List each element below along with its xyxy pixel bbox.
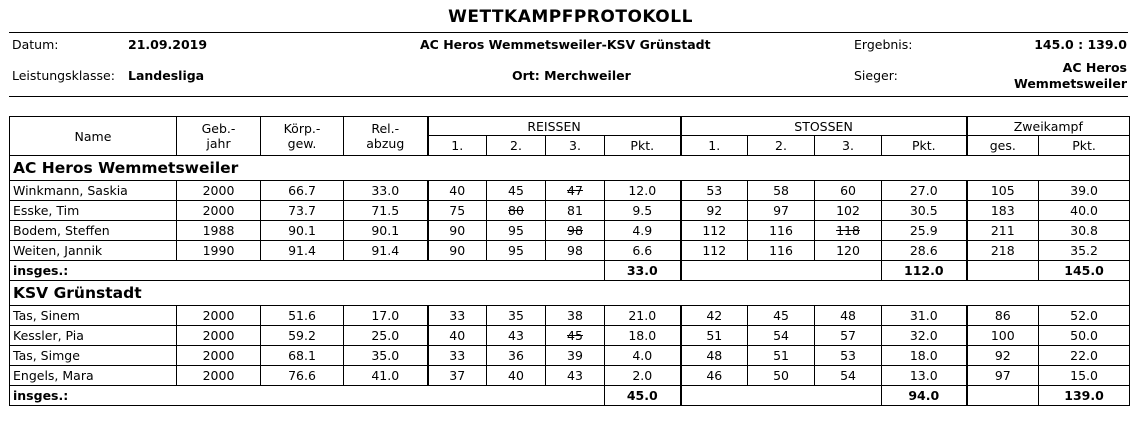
stossen-attempt-3: 120 bbox=[815, 241, 882, 261]
total-zweikampf-points: 139.0 bbox=[1039, 386, 1130, 406]
reissen-points: 2.0 bbox=[605, 366, 681, 386]
total-zk-spacer bbox=[967, 261, 1039, 281]
zweikampf-total: 97 bbox=[967, 366, 1039, 386]
athlete-name: Bodem, Steffen bbox=[10, 221, 177, 241]
zweikampf-total: 86 bbox=[967, 306, 1039, 326]
stossen-attempt-2: 50 bbox=[748, 366, 815, 386]
results-table bbox=[9, 116, 1130, 406]
reissen-attempt-3: 45 bbox=[546, 326, 605, 346]
stossen-attempt-2: 45 bbox=[748, 306, 815, 326]
athlete-name: Tas, Simge bbox=[10, 346, 177, 366]
reissen-attempt-1: 33 bbox=[428, 306, 487, 326]
athlete-name: Engels, Mara bbox=[10, 366, 177, 386]
stossen-attempt-1: 112 bbox=[681, 241, 748, 261]
stossen-attempt-3: 102 bbox=[815, 201, 882, 221]
result-label: Ergebnis: bbox=[854, 37, 913, 52]
stossen-points: 25.9 bbox=[882, 221, 967, 241]
athlete-name: Tas, Sinem bbox=[10, 306, 177, 326]
stossen-attempt-1: 53 bbox=[681, 181, 748, 201]
winner-line-2: Wemmetsweiler bbox=[1013, 76, 1127, 91]
stossen-attempt-1: 51 bbox=[681, 326, 748, 346]
athlete-row bbox=[10, 181, 1130, 201]
athlete-weight: 59.2 bbox=[261, 326, 344, 346]
athlete-row bbox=[10, 326, 1130, 346]
location: Ort: Merchweiler bbox=[512, 68, 631, 83]
col-r-pkt: Pkt. bbox=[605, 136, 681, 156]
stossen-attempt-1: 42 bbox=[681, 306, 748, 326]
athlete-year: 1988 bbox=[177, 221, 261, 241]
reissen-attempt-3: 47 bbox=[546, 181, 605, 201]
date-value: 21.09.2019 bbox=[128, 37, 208, 52]
reissen-points: 18.0 bbox=[605, 326, 681, 346]
athlete-rel: 41.0 bbox=[344, 366, 428, 386]
stossen-attempt-1: 92 bbox=[681, 201, 748, 221]
stossen-points: 32.0 bbox=[882, 326, 967, 346]
athlete-name: Esske, Tim bbox=[10, 201, 177, 221]
header-bottom-rule bbox=[9, 96, 1128, 97]
winner-line-1: AC Heros bbox=[1062, 60, 1127, 75]
athlete-row bbox=[10, 346, 1130, 366]
total-stossen-points: 112.0 bbox=[882, 261, 967, 281]
athlete-weight: 76.6 bbox=[261, 366, 344, 386]
athlete-year: 2000 bbox=[177, 306, 261, 326]
team-total-row bbox=[10, 386, 1130, 406]
reissen-attempt-2: 35 bbox=[487, 306, 546, 326]
col-year: Geb.- jahr bbox=[177, 117, 261, 156]
reissen-attempt-2: 80 bbox=[487, 201, 546, 221]
athlete-row bbox=[10, 241, 1130, 261]
reissen-attempt-1: 40 bbox=[428, 326, 487, 346]
team-name: KSV Grünstadt bbox=[10, 281, 1130, 306]
col-s2: 2. bbox=[748, 136, 815, 156]
athlete-rel: 25.0 bbox=[344, 326, 428, 346]
athlete-rel: 17.0 bbox=[344, 306, 428, 326]
total-stossen-points: 94.0 bbox=[882, 386, 967, 406]
stossen-points: 31.0 bbox=[882, 306, 967, 326]
athlete-row bbox=[10, 306, 1130, 326]
col-reissen: REISSEN bbox=[428, 117, 681, 136]
athlete-year: 1990 bbox=[177, 241, 261, 261]
document-title: WETTKAMPFPROTOKOLL bbox=[448, 7, 693, 27]
reissen-attempt-1: 90 bbox=[428, 241, 487, 261]
zweikampf-points: 22.0 bbox=[1039, 346, 1130, 366]
total-zweikampf-points: 145.0 bbox=[1039, 261, 1130, 281]
stossen-points: 13.0 bbox=[882, 366, 967, 386]
col-zweikampf: Zweikampf bbox=[967, 117, 1130, 136]
class-value: Landesliga bbox=[128, 68, 205, 83]
stossen-attempt-2: 116 bbox=[748, 221, 815, 241]
zweikampf-points: 50.0 bbox=[1039, 326, 1130, 346]
reissen-attempt-3: 98 bbox=[546, 221, 605, 241]
stossen-points: 28.6 bbox=[882, 241, 967, 261]
athlete-weight: 51.6 bbox=[261, 306, 344, 326]
reissen-attempt-3: 81 bbox=[546, 201, 605, 221]
zweikampf-points: 39.0 bbox=[1039, 181, 1130, 201]
athlete-weight: 66.7 bbox=[261, 181, 344, 201]
athlete-row bbox=[10, 366, 1130, 386]
zweikampf-total: 100 bbox=[967, 326, 1039, 346]
stossen-attempt-3: 57 bbox=[815, 326, 882, 346]
header-top-rule bbox=[9, 32, 1128, 33]
stossen-attempt-1: 48 bbox=[681, 346, 748, 366]
total-label: insges.: bbox=[10, 386, 605, 406]
reissen-points: 21.0 bbox=[605, 306, 681, 326]
reissen-attempt-2: 45 bbox=[487, 181, 546, 201]
team-header-row bbox=[10, 156, 1130, 181]
zweikampf-total: 211 bbox=[967, 221, 1039, 241]
zweikampf-points: 52.0 bbox=[1039, 306, 1130, 326]
col-name: Name bbox=[10, 117, 177, 156]
stossen-attempt-2: 116 bbox=[748, 241, 815, 261]
reissen-attempt-1: 33 bbox=[428, 346, 487, 366]
reissen-attempt-1: 90 bbox=[428, 221, 487, 241]
class-label: Leistungsklasse: bbox=[12, 68, 115, 83]
athlete-name: Kessler, Pia bbox=[10, 326, 177, 346]
stossen-attempt-3: 53 bbox=[815, 346, 882, 366]
stossen-attempt-3: 54 bbox=[815, 366, 882, 386]
col-r1: 1. bbox=[428, 136, 487, 156]
stossen-attempt-3: 48 bbox=[815, 306, 882, 326]
reissen-attempt-3: 38 bbox=[546, 306, 605, 326]
result-value: 145.0 : 139.0 bbox=[1034, 37, 1127, 52]
total-zk-spacer bbox=[967, 386, 1039, 406]
col-zk-pkt: Pkt. bbox=[1039, 136, 1130, 156]
athlete-name: Winkmann, Saskia bbox=[10, 181, 177, 201]
athlete-row bbox=[10, 201, 1130, 221]
athlete-year: 2000 bbox=[177, 326, 261, 346]
stossen-points: 27.0 bbox=[882, 181, 967, 201]
total-stossen-spacer bbox=[681, 261, 882, 281]
reissen-attempt-2: 43 bbox=[487, 326, 546, 346]
reissen-attempt-3: 43 bbox=[546, 366, 605, 386]
stossen-attempt-2: 51 bbox=[748, 346, 815, 366]
athlete-weight: 73.7 bbox=[261, 201, 344, 221]
reissen-attempt-1: 37 bbox=[428, 366, 487, 386]
col-s1: 1. bbox=[681, 136, 748, 156]
athlete-rel: 33.0 bbox=[344, 181, 428, 201]
winner-label: Sieger: bbox=[854, 68, 898, 83]
total-reissen-points: 33.0 bbox=[605, 261, 681, 281]
athlete-rel: 91.4 bbox=[344, 241, 428, 261]
stossen-attempt-2: 58 bbox=[748, 181, 815, 201]
reissen-attempt-2: 40 bbox=[487, 366, 546, 386]
athlete-year: 2000 bbox=[177, 181, 261, 201]
reissen-attempt-2: 95 bbox=[487, 241, 546, 261]
total-stossen-spacer bbox=[681, 386, 882, 406]
stossen-attempt-2: 97 bbox=[748, 201, 815, 221]
stossen-attempt-3: 118 bbox=[815, 221, 882, 241]
col-s-pkt: Pkt. bbox=[882, 136, 967, 156]
stossen-attempt-3: 60 bbox=[815, 181, 882, 201]
col-weight: Körp.- gew. bbox=[261, 117, 344, 156]
reissen-attempt-2: 36 bbox=[487, 346, 546, 366]
reissen-points: 4.0 bbox=[605, 346, 681, 366]
total-label: insges.: bbox=[10, 261, 605, 281]
athlete-rel: 90.1 bbox=[344, 221, 428, 241]
zweikampf-points: 40.0 bbox=[1039, 201, 1130, 221]
athlete-year: 2000 bbox=[177, 366, 261, 386]
athlete-year: 2000 bbox=[177, 201, 261, 221]
reissen-attempt-1: 40 bbox=[428, 181, 487, 201]
reissen-points: 6.6 bbox=[605, 241, 681, 261]
zweikampf-total: 92 bbox=[967, 346, 1039, 366]
zweikampf-total: 183 bbox=[967, 201, 1039, 221]
zweikampf-points: 35.2 bbox=[1039, 241, 1130, 261]
reissen-points: 9.5 bbox=[605, 201, 681, 221]
date-label: Datum: bbox=[12, 37, 59, 52]
team-total-row bbox=[10, 261, 1130, 281]
athlete-year: 2000 bbox=[177, 346, 261, 366]
zweikampf-total: 105 bbox=[967, 181, 1039, 201]
match-title: AC Heros Wemmetsweiler-KSV Grünstadt bbox=[420, 37, 711, 52]
reissen-attempt-3: 98 bbox=[546, 241, 605, 261]
col-r2: 2. bbox=[487, 136, 546, 156]
athlete-rel: 35.0 bbox=[344, 346, 428, 366]
zweikampf-points: 15.0 bbox=[1039, 366, 1130, 386]
col-s3: 3. bbox=[815, 136, 882, 156]
team-header-row bbox=[10, 281, 1130, 306]
total-reissen-points: 45.0 bbox=[605, 386, 681, 406]
athlete-weight: 90.1 bbox=[261, 221, 344, 241]
zweikampf-points: 30.8 bbox=[1039, 221, 1130, 241]
athlete-name: Weiten, Jannik bbox=[10, 241, 177, 261]
athlete-weight: 91.4 bbox=[261, 241, 344, 261]
reissen-points: 12.0 bbox=[605, 181, 681, 201]
athlete-row bbox=[10, 221, 1130, 241]
athlete-rel: 71.5 bbox=[344, 201, 428, 221]
reissen-attempt-2: 95 bbox=[487, 221, 546, 241]
stossen-attempt-1: 46 bbox=[681, 366, 748, 386]
stossen-attempt-2: 54 bbox=[748, 326, 815, 346]
col-r3: 3. bbox=[546, 136, 605, 156]
stossen-attempt-1: 112 bbox=[681, 221, 748, 241]
team-name: AC Heros Wemmetsweiler bbox=[10, 156, 1130, 181]
reissen-attempt-1: 75 bbox=[428, 201, 487, 221]
col-stossen: STOSSEN bbox=[681, 117, 967, 136]
stossen-points: 18.0 bbox=[882, 346, 967, 366]
reissen-points: 4.9 bbox=[605, 221, 681, 241]
header-row-1 bbox=[10, 117, 1130, 136]
col-rel: Rel.- abzug bbox=[344, 117, 428, 156]
stossen-points: 30.5 bbox=[882, 201, 967, 221]
reissen-attempt-3: 39 bbox=[546, 346, 605, 366]
zweikampf-total: 218 bbox=[967, 241, 1039, 261]
athlete-weight: 68.1 bbox=[261, 346, 344, 366]
col-zk-ges: ges. bbox=[967, 136, 1039, 156]
